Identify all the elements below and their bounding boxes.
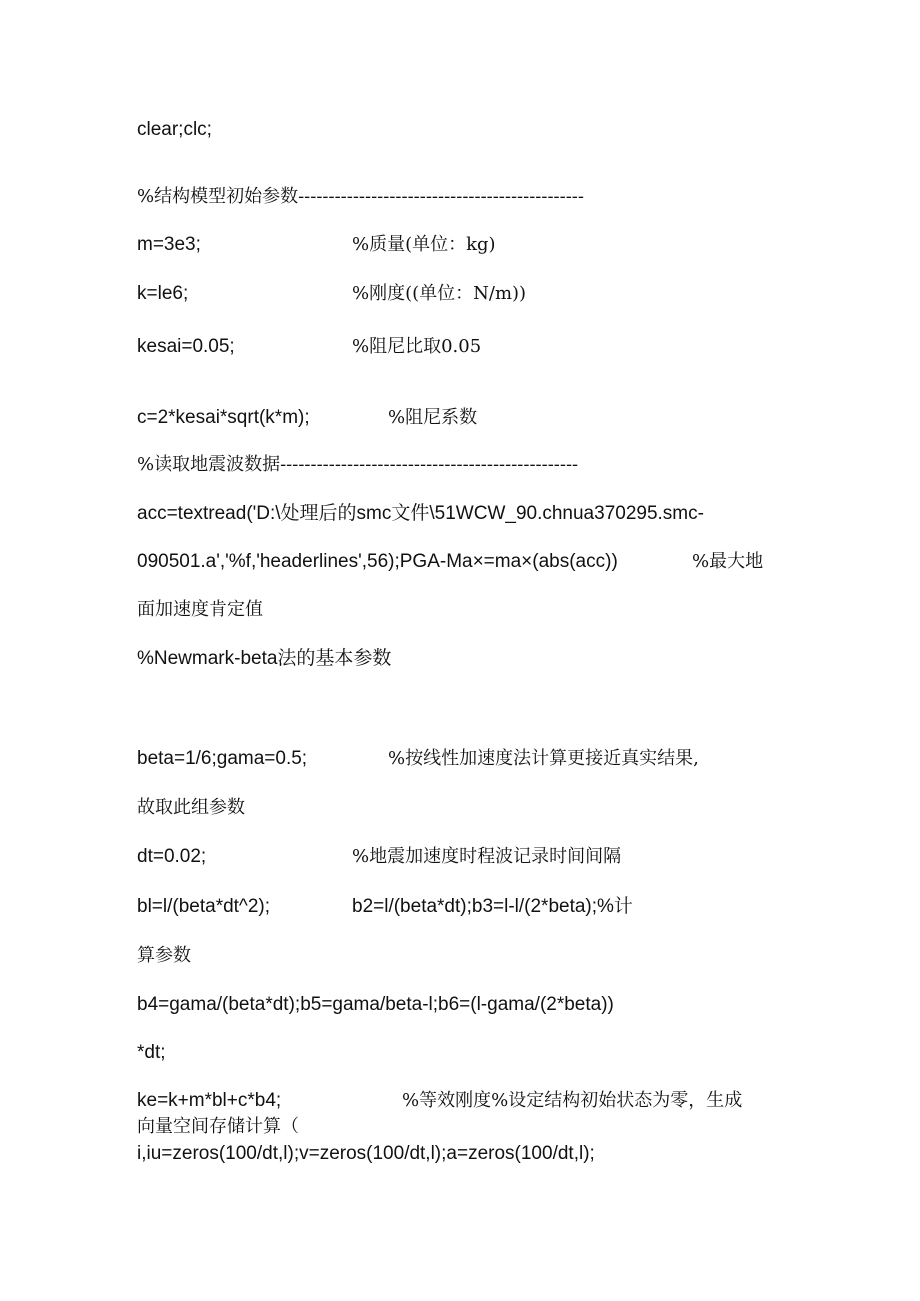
comment-mass: %质量(单位：kg) [352,234,496,255]
comment-ke: %等效刚度%设定结构初始状态为零，生成 [402,1090,743,1111]
comment-damping-ratio: %阻尼比取0.05 [352,336,482,357]
code-line-clear: clear;clc; [137,119,212,140]
code-line-dt: dt=0.02; [137,846,207,867]
code-line-b1: bl=l/(beta*dt^2); [137,896,271,917]
comment-beta-gama-cont: 故取此组参数 [137,797,245,818]
code-line-zeros: i,iu=zeros(100/dt,l);v=zeros(100/dt,l);a=zeros(100/dt,l); [137,1143,595,1164]
code-line-dt-cont: *dt; [137,1042,166,1063]
code-line-b4-b6: b4=gama/(beta*dt);b5=gama/beta-l;b6=(l-gama/(2*beta)) [137,994,614,1015]
code-line-pga: 090501.a','%f,'headerlines',56);PGA-Ma×=ma×(abs(acc)) [137,551,618,572]
code-line-ke: ke=k+m*bl+c*b4; [137,1090,282,1111]
comment-stiffness: %刚度((单位：N/m)) [352,283,527,304]
code-line-beta-gama: beta=1/6;gama=0.5; [137,748,308,769]
section-header-newmark: %Newmark-beta法的基本参数 [137,648,392,669]
code-line-stiffness: k=le6; [137,283,189,304]
code-line-mass: m=3e3; [137,234,201,255]
section-header-structure-params: %结构模型初始参数----------------------------------------------- [137,186,584,207]
comment-ke-cont: 向量空间存储计算（ [137,1116,299,1137]
code-line-textread: acc=textread('D:\处理后的smc文件\51WCW_90.chnua370295.smc- [137,503,704,524]
code-line-damping-ratio: kesai=0.05; [137,336,235,357]
comment-dt: %地震加速度时程波记录时间间隔 [352,846,622,867]
code-line-damping-coef: c=2*kesai*sqrt(k*m); [137,407,310,428]
comment-pga-cont: 面加速度肯定值 [137,599,263,620]
comment-pga: %最大地 [692,551,764,572]
comment-damping-coef: %阻尼系数 [388,407,478,428]
comment-calc-params: 算参数 [137,945,191,966]
comment-beta-gama: %按线性加速度法计算更接近真实结果, [388,748,699,769]
section-header-read-wave: %读取地震波数据------------------------------------------------- [137,454,579,475]
code-line-b2-b3: b2=l/(beta*dt);b3=l-l/(2*beta);%计 [352,896,633,917]
